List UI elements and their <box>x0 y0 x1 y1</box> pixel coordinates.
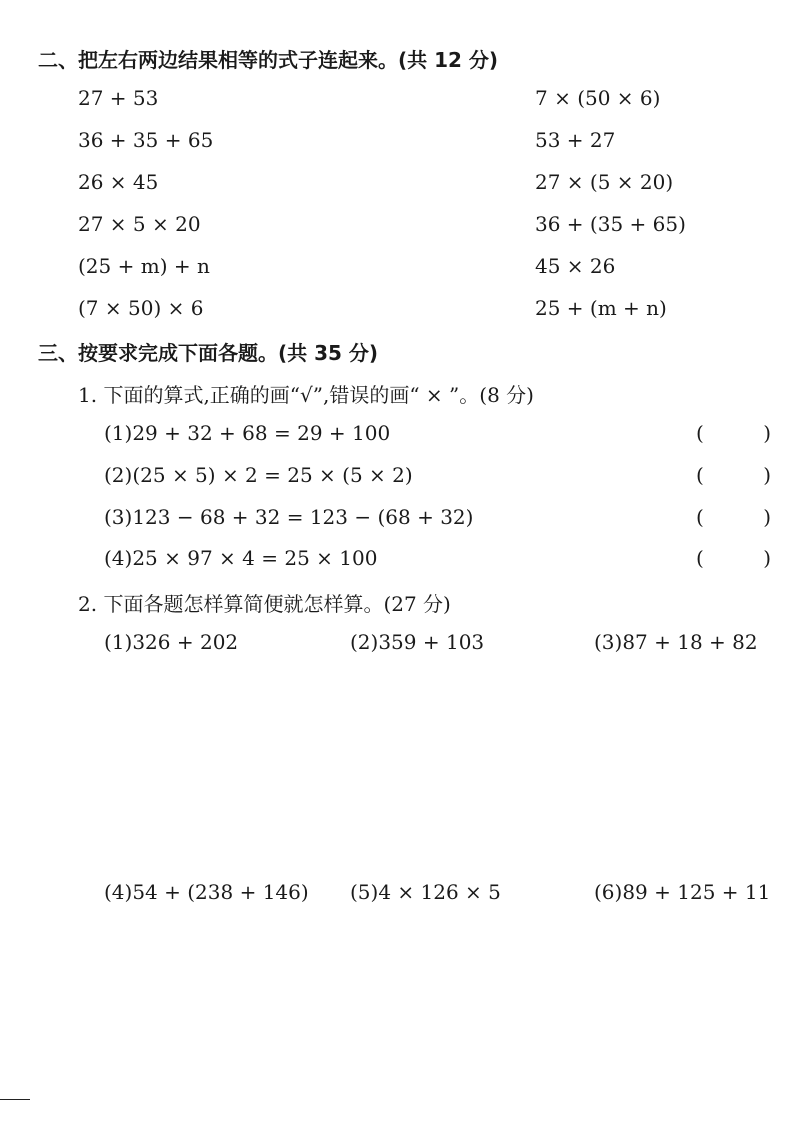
judge-item-1: (1)29 + 32 + 68 = 29 + 100 <box>104 421 391 445</box>
judge-item-3: (3)123 − 68 + 32 = 123 − (68 + 32) <box>104 505 474 529</box>
right-expression-6: 25 + (m + n) <box>535 296 667 320</box>
calc-item-4: (4)54 + (238 + 146) <box>104 880 309 904</box>
answer-box-3[interactable] <box>696 505 771 531</box>
left-expression-2: 36 + 35 + 65 <box>78 128 214 152</box>
left-expression-5: (25 + m) + n <box>78 254 210 278</box>
answer-box-2[interactable] <box>696 463 771 489</box>
paren-close: ) <box>763 505 771 529</box>
right-expression-3: 27 × (5 × 20) <box>535 170 674 194</box>
left-expression-1: 27 + 53 <box>78 86 159 110</box>
page-margin-mark <box>0 1099 30 1100</box>
calc-item-1: (1)326 + 202 <box>104 630 239 654</box>
answer-box-4[interactable] <box>696 546 771 572</box>
left-expression-4: 27 × 5 × 20 <box>78 212 201 236</box>
calc-item-6: (6)89 + 125 + 11 <box>594 880 771 904</box>
right-expression-2: 53 + 27 <box>535 128 616 152</box>
paren-close: ) <box>763 421 771 445</box>
calc-item-2: (2)359 + 103 <box>350 630 485 654</box>
left-expression-3: 26 × 45 <box>78 170 159 194</box>
right-expression-5: 45 × 26 <box>535 254 616 278</box>
paren-open: ( <box>696 421 704 445</box>
calc-item-3: (3)87 + 18 + 82 <box>594 630 758 654</box>
section-2-heading: 二、把左右两边结果相等的式子连起来。(共 12 分) <box>38 48 499 72</box>
left-expression-6: (7 × 50) × 6 <box>78 296 204 320</box>
right-expression-1: 7 × (50 × 6) <box>535 86 661 110</box>
part-1-heading: 1. 下面的算式,正确的画“√”,错误的画“ × ”。(8 分) <box>78 383 534 407</box>
answer-box-1[interactable] <box>696 421 771 447</box>
paren-close: ) <box>763 463 771 487</box>
calc-item-5: (5)4 × 126 × 5 <box>350 880 501 904</box>
judge-item-2: (2)(25 × 5) × 2 = 25 × (5 × 2) <box>104 463 413 487</box>
judge-item-4: (4)25 × 97 × 4 = 25 × 100 <box>104 546 378 570</box>
section-3-heading: 三、按要求完成下面各题。(共 35 分) <box>38 341 379 365</box>
paren-close: ) <box>763 546 771 570</box>
paren-open: ( <box>696 463 704 487</box>
right-expression-4: 36 + (35 + 65) <box>535 212 686 236</box>
part-2-heading: 2. 下面各题怎样算简便就怎样算。(27 分) <box>78 592 451 616</box>
paren-open: ( <box>696 505 704 529</box>
paren-open: ( <box>696 546 704 570</box>
